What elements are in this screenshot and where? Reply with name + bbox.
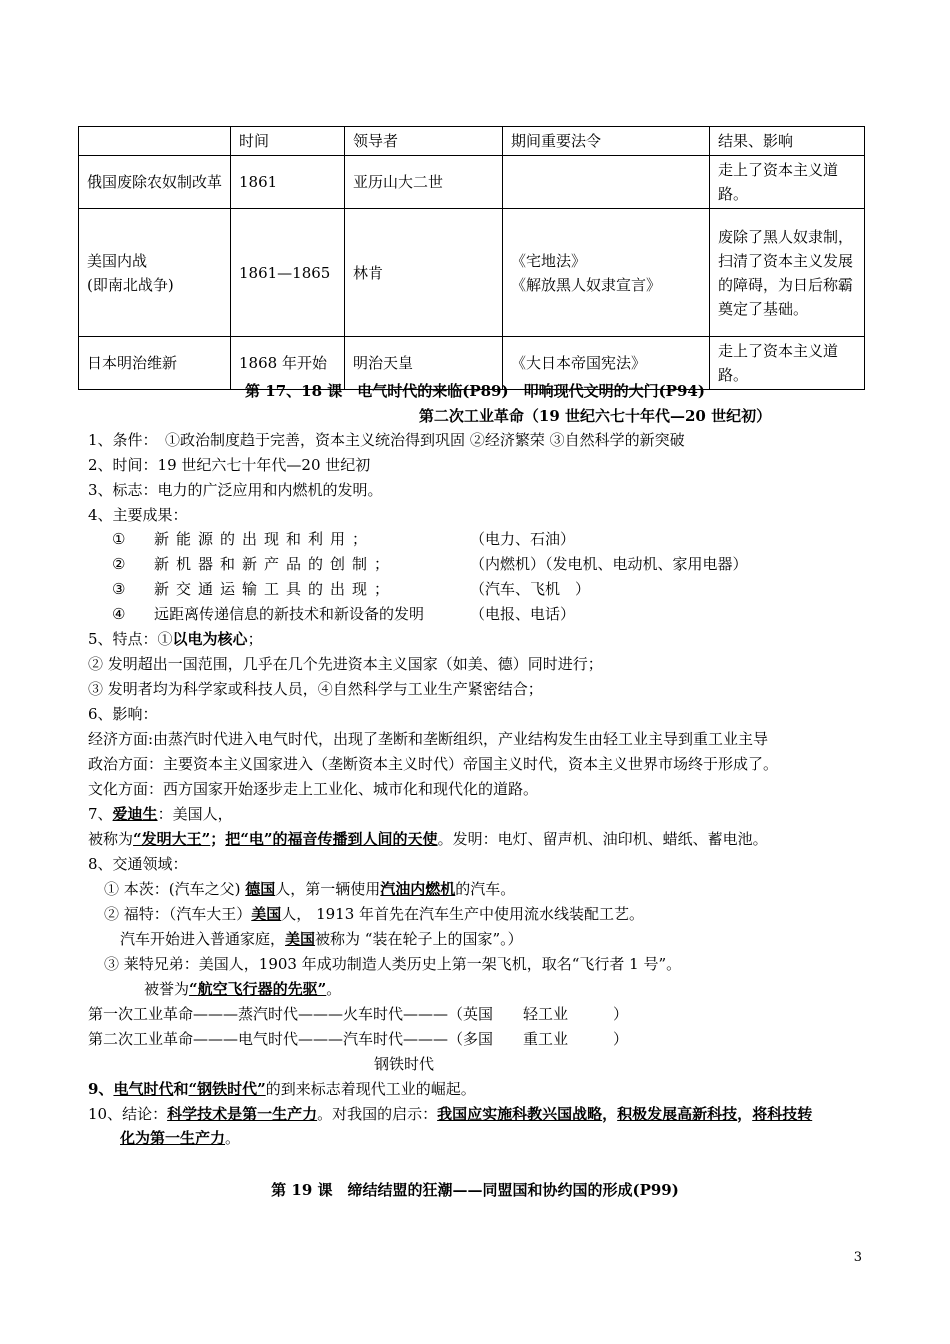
text-span: 被誉为 bbox=[144, 980, 190, 998]
text-span: ② 福特：（汽车大王） bbox=[104, 905, 252, 923]
table-header-cell: 期间重要法令 bbox=[503, 127, 710, 156]
cell-line: (即南北战争) bbox=[87, 275, 174, 294]
text-line: 1、条件： ①政治制度趋于完善，资本主义统治得到巩固 ②经济繁荣 ③自然科学的新突破 bbox=[88, 431, 685, 449]
text-span: 7、 bbox=[88, 805, 113, 823]
table-cell: 1868 年开始 bbox=[231, 337, 345, 390]
table-cell: 走上了资本主义道路。 bbox=[710, 337, 865, 390]
text-span: 和 bbox=[173, 1080, 189, 1098]
list-item bbox=[112, 529, 576, 549]
table-cell: 亚历山大二世 bbox=[345, 156, 503, 209]
emphasis-text: 爱迪生 bbox=[112, 805, 158, 823]
text-line: 经济方面:由蒸汽时代进入电气时代，出现了垄断和垄断组织，产业结构发生由轻工业主导到重工业主导 bbox=[88, 730, 769, 748]
emphasis-text: 将科技转 bbox=[752, 1105, 813, 1123]
list-num: ③ bbox=[112, 580, 126, 598]
emphasis-text: “发明大王” bbox=[133, 830, 211, 848]
text-span: ， bbox=[737, 1105, 753, 1123]
table-row bbox=[79, 156, 865, 209]
text-span: 。 bbox=[326, 980, 342, 998]
list-text: 远距离传递信息的新技术和新设备的发明 bbox=[154, 605, 425, 623]
list-note: （内燃机）（发电机、电动机、家用电器） bbox=[470, 555, 748, 573]
list-item bbox=[112, 554, 748, 574]
cell-line: 美国内战 bbox=[87, 251, 148, 270]
list-num: ① bbox=[112, 530, 126, 548]
table-cell: 明治天皇 bbox=[345, 337, 503, 390]
list-note: （汽车、飞机 ） bbox=[470, 580, 591, 598]
text-span: 汽车开始进入普通家庭， bbox=[120, 930, 286, 948]
table-header-cell: 时间 bbox=[231, 127, 345, 156]
table-cell: 俄国废除农奴制改革 bbox=[79, 156, 231, 209]
text-line: 8、交通领域： bbox=[88, 855, 188, 873]
lesson-subtitle: 第二次工业革命（19 世纪六七十年代—20 世纪初） bbox=[418, 407, 772, 425]
text-span: 人，第一辆使用 bbox=[275, 880, 381, 898]
text-line bbox=[144, 979, 341, 999]
list-text: 新机器和新产品的创制； bbox=[154, 555, 397, 573]
table-header-cell: 领导者 bbox=[345, 127, 503, 156]
emphasis-text: 科学技术是第一生产力 bbox=[167, 1105, 318, 1123]
text-line: 钢铁时代 bbox=[374, 1055, 435, 1073]
emphasis-text: 电气时代 bbox=[113, 1080, 174, 1098]
text-span: 被称为 “装在轮子上的国家”。） bbox=[315, 930, 523, 948]
text-span: 10、结论： bbox=[88, 1105, 168, 1123]
emphasis-text: 美国 bbox=[285, 930, 316, 948]
table-header-cell: 结果、影响 bbox=[710, 127, 865, 156]
text-line bbox=[104, 904, 644, 924]
table-cell: 1861—1865 bbox=[231, 209, 345, 337]
emphasis-text: 化为第一生产力 bbox=[120, 1129, 226, 1147]
text-line: 政治方面：主要资本主义国家进入（垄断资本主义时代）帝国主义时代，资本主义世界市场终于形成了。 bbox=[88, 755, 779, 773]
text-line bbox=[88, 629, 263, 649]
text-span: 。 bbox=[225, 1129, 241, 1147]
cell-line: 《宅地法》 bbox=[511, 251, 587, 270]
page-number: 3 bbox=[853, 1250, 862, 1265]
text-span: ：美国人， bbox=[157, 805, 233, 823]
list-num: ② bbox=[112, 555, 126, 573]
text-span: 的到来标志着现代工业的崛起。 bbox=[265, 1080, 476, 1098]
text-span: ； bbox=[210, 830, 226, 848]
lesson-title: 第 19 课 缔结结盟的狂潮——同盟国和协约国的形成(P99) bbox=[271, 1181, 679, 1199]
text-line: ③ 莱特兄弟：美国人，1903 年成功制造人类历史上第一架飞机，取名“飞行者 1 号”。 bbox=[104, 955, 682, 973]
cell-line: 《解放黑人奴隶宣言》 bbox=[511, 275, 662, 294]
text-line bbox=[88, 1104, 812, 1124]
text-line: ③ 发明者均为科学家或科技人员，④自然科学与工业生产紧密结合； bbox=[88, 680, 543, 698]
list-item bbox=[112, 579, 591, 599]
table-cell bbox=[503, 156, 710, 209]
text-line: 第一次工业革命———蒸汽时代———火车时代———（英国 轻工业 ） bbox=[88, 1005, 629, 1023]
text-span: 。对我国的启示： bbox=[317, 1105, 438, 1123]
text-span: ① 本茨：(汽车之父) bbox=[104, 880, 246, 898]
text-line bbox=[88, 829, 768, 849]
list-note: （电力、石油） bbox=[470, 530, 576, 548]
list-text: 新能源的出现和利用； bbox=[154, 530, 375, 548]
text-line: 第二次工业革命———电气时代———汽车时代———（多国 重工业 ） bbox=[88, 1030, 629, 1048]
text-line bbox=[104, 879, 515, 899]
reform-table bbox=[78, 126, 865, 390]
emphasis-text: 把“电”的福音传播到人间的天使 bbox=[225, 830, 438, 848]
table-cell: 废除了黑人奴隶制，扫清了资本主义发展的障碍，为日后称霸奠定了基础。 bbox=[710, 209, 865, 337]
list-num: ④ bbox=[112, 605, 126, 623]
emphasis-text: “航空飞行器的先驱” bbox=[189, 980, 327, 998]
text-span: 。发明：电灯、留声机、油印机、蜡纸、蓄电池。 bbox=[437, 830, 768, 848]
table-header-row bbox=[79, 127, 865, 156]
text-span: 人， 1913 年首先在汽车生产中使用流水线装配工艺。 bbox=[281, 905, 645, 923]
text-span: 的汽车。 bbox=[455, 880, 516, 898]
table-cell: 走上了资本主义道路。 bbox=[710, 156, 865, 209]
list-note: （电报、电话） bbox=[470, 605, 576, 623]
text-line bbox=[120, 929, 523, 949]
text-line bbox=[120, 1128, 240, 1148]
emphasis-text: 以电为核心 bbox=[172, 630, 248, 648]
text-span: 9、 bbox=[88, 1080, 114, 1098]
text-line: 4、主要成果： bbox=[88, 506, 188, 524]
emphasis-text: 德国 bbox=[245, 880, 276, 898]
text-line bbox=[88, 804, 233, 824]
text-line: 6、影响： bbox=[88, 705, 158, 723]
text-line: 文化方面：西方国家开始逐步走上工业化、城市化和现代化的道路。 bbox=[88, 780, 539, 798]
text-span: ， bbox=[602, 1105, 618, 1123]
text-span: 被称为 bbox=[88, 830, 134, 848]
table-cell: 日本明治维新 bbox=[79, 337, 231, 390]
emphasis-text: 我国应实施科教兴国战略 bbox=[437, 1105, 603, 1123]
lesson-title: 第 17、18 课 电气时代的来临(P89) 叩响现代文明的大门(P94) bbox=[245, 382, 705, 400]
table-cell: 1861 bbox=[231, 156, 345, 209]
emphasis-text: “钢铁时代” bbox=[188, 1080, 266, 1098]
table-cell: 林肯 bbox=[345, 209, 503, 337]
table-cell bbox=[503, 209, 710, 337]
table-row bbox=[79, 209, 865, 337]
list-text: 新交通运输工具的出现； bbox=[154, 580, 397, 598]
emphasis-text: 汽油内燃机 bbox=[380, 880, 456, 898]
emphasis-text: 积极发展高新科技 bbox=[617, 1105, 738, 1123]
text-line bbox=[88, 1079, 476, 1099]
table-cell: 《大日本帝国宪法》 bbox=[503, 337, 710, 390]
text-line: 2、时间：19 世纪六七十年代—20 世纪初 bbox=[88, 456, 371, 474]
table-cell bbox=[79, 209, 231, 337]
text-line: 3、标志：电力的广泛应用和内燃机的发明。 bbox=[88, 481, 383, 499]
text-span: ； bbox=[247, 630, 263, 648]
text-span: 5、特点：① bbox=[88, 630, 173, 648]
list-item bbox=[112, 604, 576, 624]
emphasis-text: 美国 bbox=[251, 905, 282, 923]
text-line: ② 发明超出一国范围，几乎在几个先进资本主义国家（如美、德）同时进行； bbox=[88, 655, 603, 673]
table-header-cell bbox=[79, 127, 231, 156]
